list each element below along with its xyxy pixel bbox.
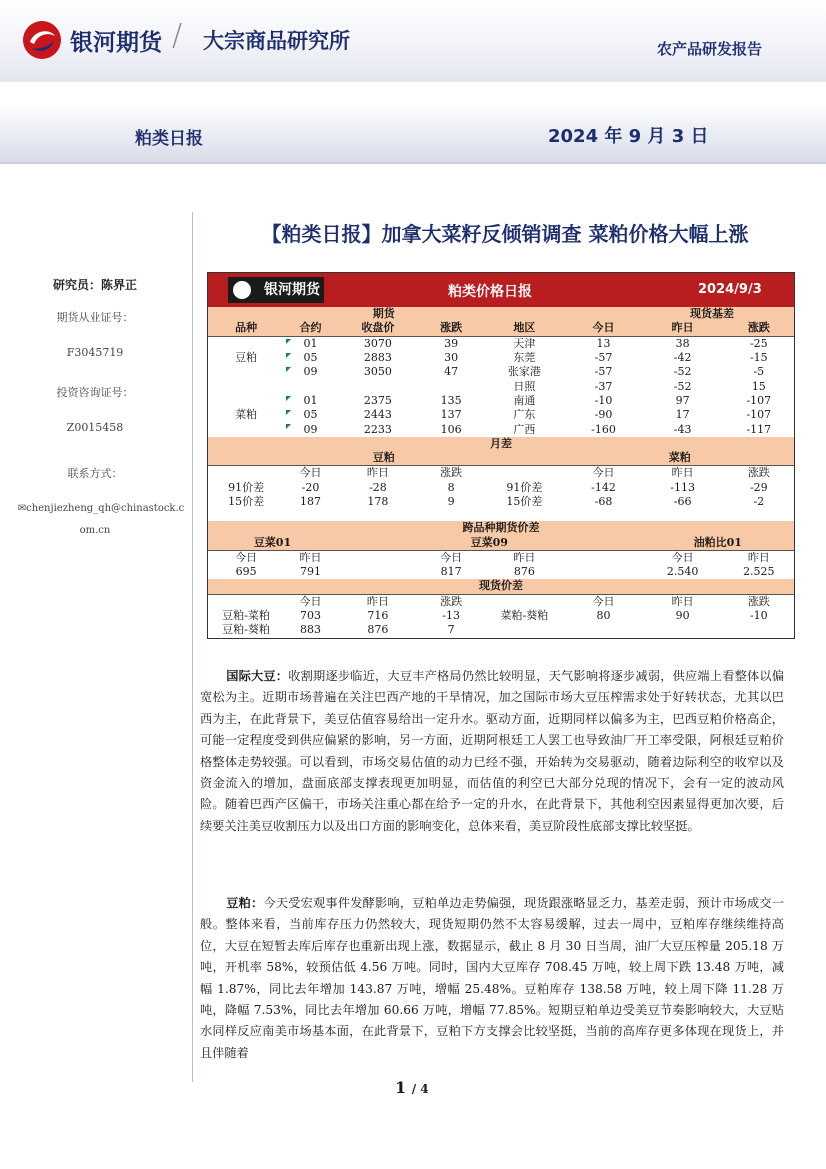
page-number: 1 / 4 [395, 1078, 429, 1097]
contact-label: 联系方式： [67, 467, 123, 480]
paragraph-soymeal [200, 893, 784, 1064]
report-type: 农产品研发报告 [656, 40, 762, 58]
table-row: 09 2233 106 广西 -160 -43 -117 [208, 422, 794, 436]
galaxy-futures-logo [22, 20, 62, 60]
email-line-2[interactable]: om.cn [79, 525, 111, 536]
table-title: 粕类价格日报 [448, 284, 532, 300]
table-row: 豆粕 05 2883 30 东莞 -57 -42 -15 [235, 351, 768, 365]
paragraph-intl-soybean [200, 666, 784, 837]
table-row: 豆粕-菜粕 703 716 -13 菜粕-葵粕 80 90 -10 [222, 609, 768, 623]
table-row: 菜粕 05 2443 137 广东 -90 17 -107 [235, 408, 772, 422]
table-row: 695 791 817 876 2.540 2.525 [235, 565, 775, 579]
table-row: 日照 -37 -52 15 [513, 379, 766, 393]
cross-spread-title: 跨品种期货价差 [208, 521, 794, 535]
futures-spot-table: 期货 现货基差 品种 合约 收盘价 涨跌 地区 今日 昨日 涨跌 01 3070 39 天津 13 38 -25 豆粕 05 2883 30 东莞 -57 -42 -15 09 3050 47 张家港 -57 -52 -5 日照 -37 -52 15 01 2375 135 南通 -10 97 -107 菜粕 05 2443 137 广东 -90 17 -107 09 2233 106 广西 -160 -43 -117 月差 豆粕 菜粕 今日 昨日 涨跌 今日 昨日 涨跌 91价差 -20 -28 8 91价差 -142 -113 -29 15价差 187 178 9 15价差 -68 -66 -2 跨品种期货价差 豆菜01 豆菜09 油粕比01 今日 昨日 今日 昨日 今日 昨日 695 791 817 876 2.540 2.525 现货价差 今日 昨日 涨跌 今日 昨日 涨跌 豆粕-菜粕 703 716 -13 菜粕-葵粕 80 90 -10 豆粕-葵粕 883 876 7 [208, 307, 794, 638]
table-row: 豆粕-葵粕 883 876 7 [222, 623, 455, 637]
institute-name: 大宗商品研究所 [203, 29, 350, 53]
report-date: 2024 年 9 月 3 日 [548, 126, 709, 147]
researcher: 研究员：陈界正 [52, 278, 137, 292]
price-table [207, 272, 795, 639]
table-row: 15价差 187 178 9 15价差 -68 -66 -2 [228, 495, 765, 508]
logo-mark-icon [233, 281, 251, 299]
mail-icon: ✉ [17, 503, 27, 514]
invest-cert-label: 投资咨询证号： [56, 386, 134, 399]
table-row: 91价差 -20 -28 8 91价差 -142 -113 -29 [228, 480, 768, 494]
brand-name: 银河期货 [70, 30, 162, 56]
email-line-1[interactable]: ✉chenjiezheng_qh@chinastock.c [17, 503, 185, 514]
daily-name: 粕类日报 [135, 129, 203, 149]
paragraph-text: 今天受宏观事件发酵影响，豆粕单边走势偏强，现货跟涨略显乏力，基差走弱，预计市场成交一般。整体来看，当前库存压力仍然较大，现货短期仍然不太容易缓解，过去一周中，豆粕库存继续维持高位，大豆在短暂去库后库存也重新出现上涨，数据显示，截止 8 月 30 日当周，油厂大豆压榨量 205.18 万吨，开机率 58%，较预估低 4.56 万吨。同时，国内大豆库存 708.45 万吨，较上周下跌 13.48 万吨，减幅 1.87%，同比去年增加 143.87 万吨，增幅 25.48%。豆粕库存 138.58 万吨，较上周下降 11.28 万吨，降幅 7.53%，同比去年增加 60.66 万吨，增幅 77.85%。短期豆粕单边受美豆节奏影响较大，大豆贴水同样反应南美市场基本面，在此背景下，豆粕下方支撑会比较坚挺，当前的高库存更多体现在现货上，并且伴随着 [200, 896, 785, 1060]
table-date: 2024/9/3 [698, 282, 762, 297]
paragraph-title: 国际大豆： [226, 669, 289, 683]
price-table-header [208, 273, 794, 307]
brand-separator: / [172, 18, 183, 53]
table-logo: 银河期货 [228, 277, 324, 303]
futures-cert-label: 期货从业证号： [56, 311, 134, 324]
futures-cert: F3045719 [66, 346, 124, 359]
table-row: 09 3050 47 张家港 -57 -52 -5 [208, 365, 794, 379]
table-row: 01 2375 135 南通 -10 97 -107 [208, 394, 794, 408]
table-row: 01 3070 39 天津 13 38 -25 [208, 336, 794, 351]
invest-cert: Z0015458 [66, 421, 124, 434]
spot-spread-title: 现货价差 [208, 579, 794, 594]
paragraph-title: 豆粕： [226, 896, 264, 910]
paragraph-text: 收割期逐步临近，大豆丰产格局仍然比较明显，天气影响将逐步减弱，供应端上看整体以偏宽松为主。近期市场普遍在关注巴西产地的干旱情况，加之国际市场大豆压榨需求处于好转状态，尤其以巴西为主，在此背景下，美豆估值容易给出一定升水。驱动方面，近期同样以偏多为主，巴西豆粕价格高企，可能一定程度受到供应偏紧的影响，另一方面，近期阿根廷工人罢工也导致油厂开工率受限，阿根廷豆粕价格整体走势较强。可以看到，市场交易估值的动力已经不强，开始转为交易驱动，随着边际利空的收窄以及资金流入的增加，盘面底部支撑表现更加明显，而估值的利空已大部分兑现的情况下，会有一定的波动风险。随着巴西产区偏干，市场关注重心都在给予一定的升水，在此背景下，其他利空因素显得更加次要，后续要关注美豆收割压力以及出口方面的影响变化，总体来看，美豆阶段性底部支撑比较坚挺。 [200, 669, 785, 833]
page-title: 【粕类日报】加拿大菜籽反倾销调查 菜粕价格大幅上涨 [261, 222, 749, 246]
column-divider [192, 212, 193, 1082]
month-spread-title: 月差 [208, 437, 794, 451]
